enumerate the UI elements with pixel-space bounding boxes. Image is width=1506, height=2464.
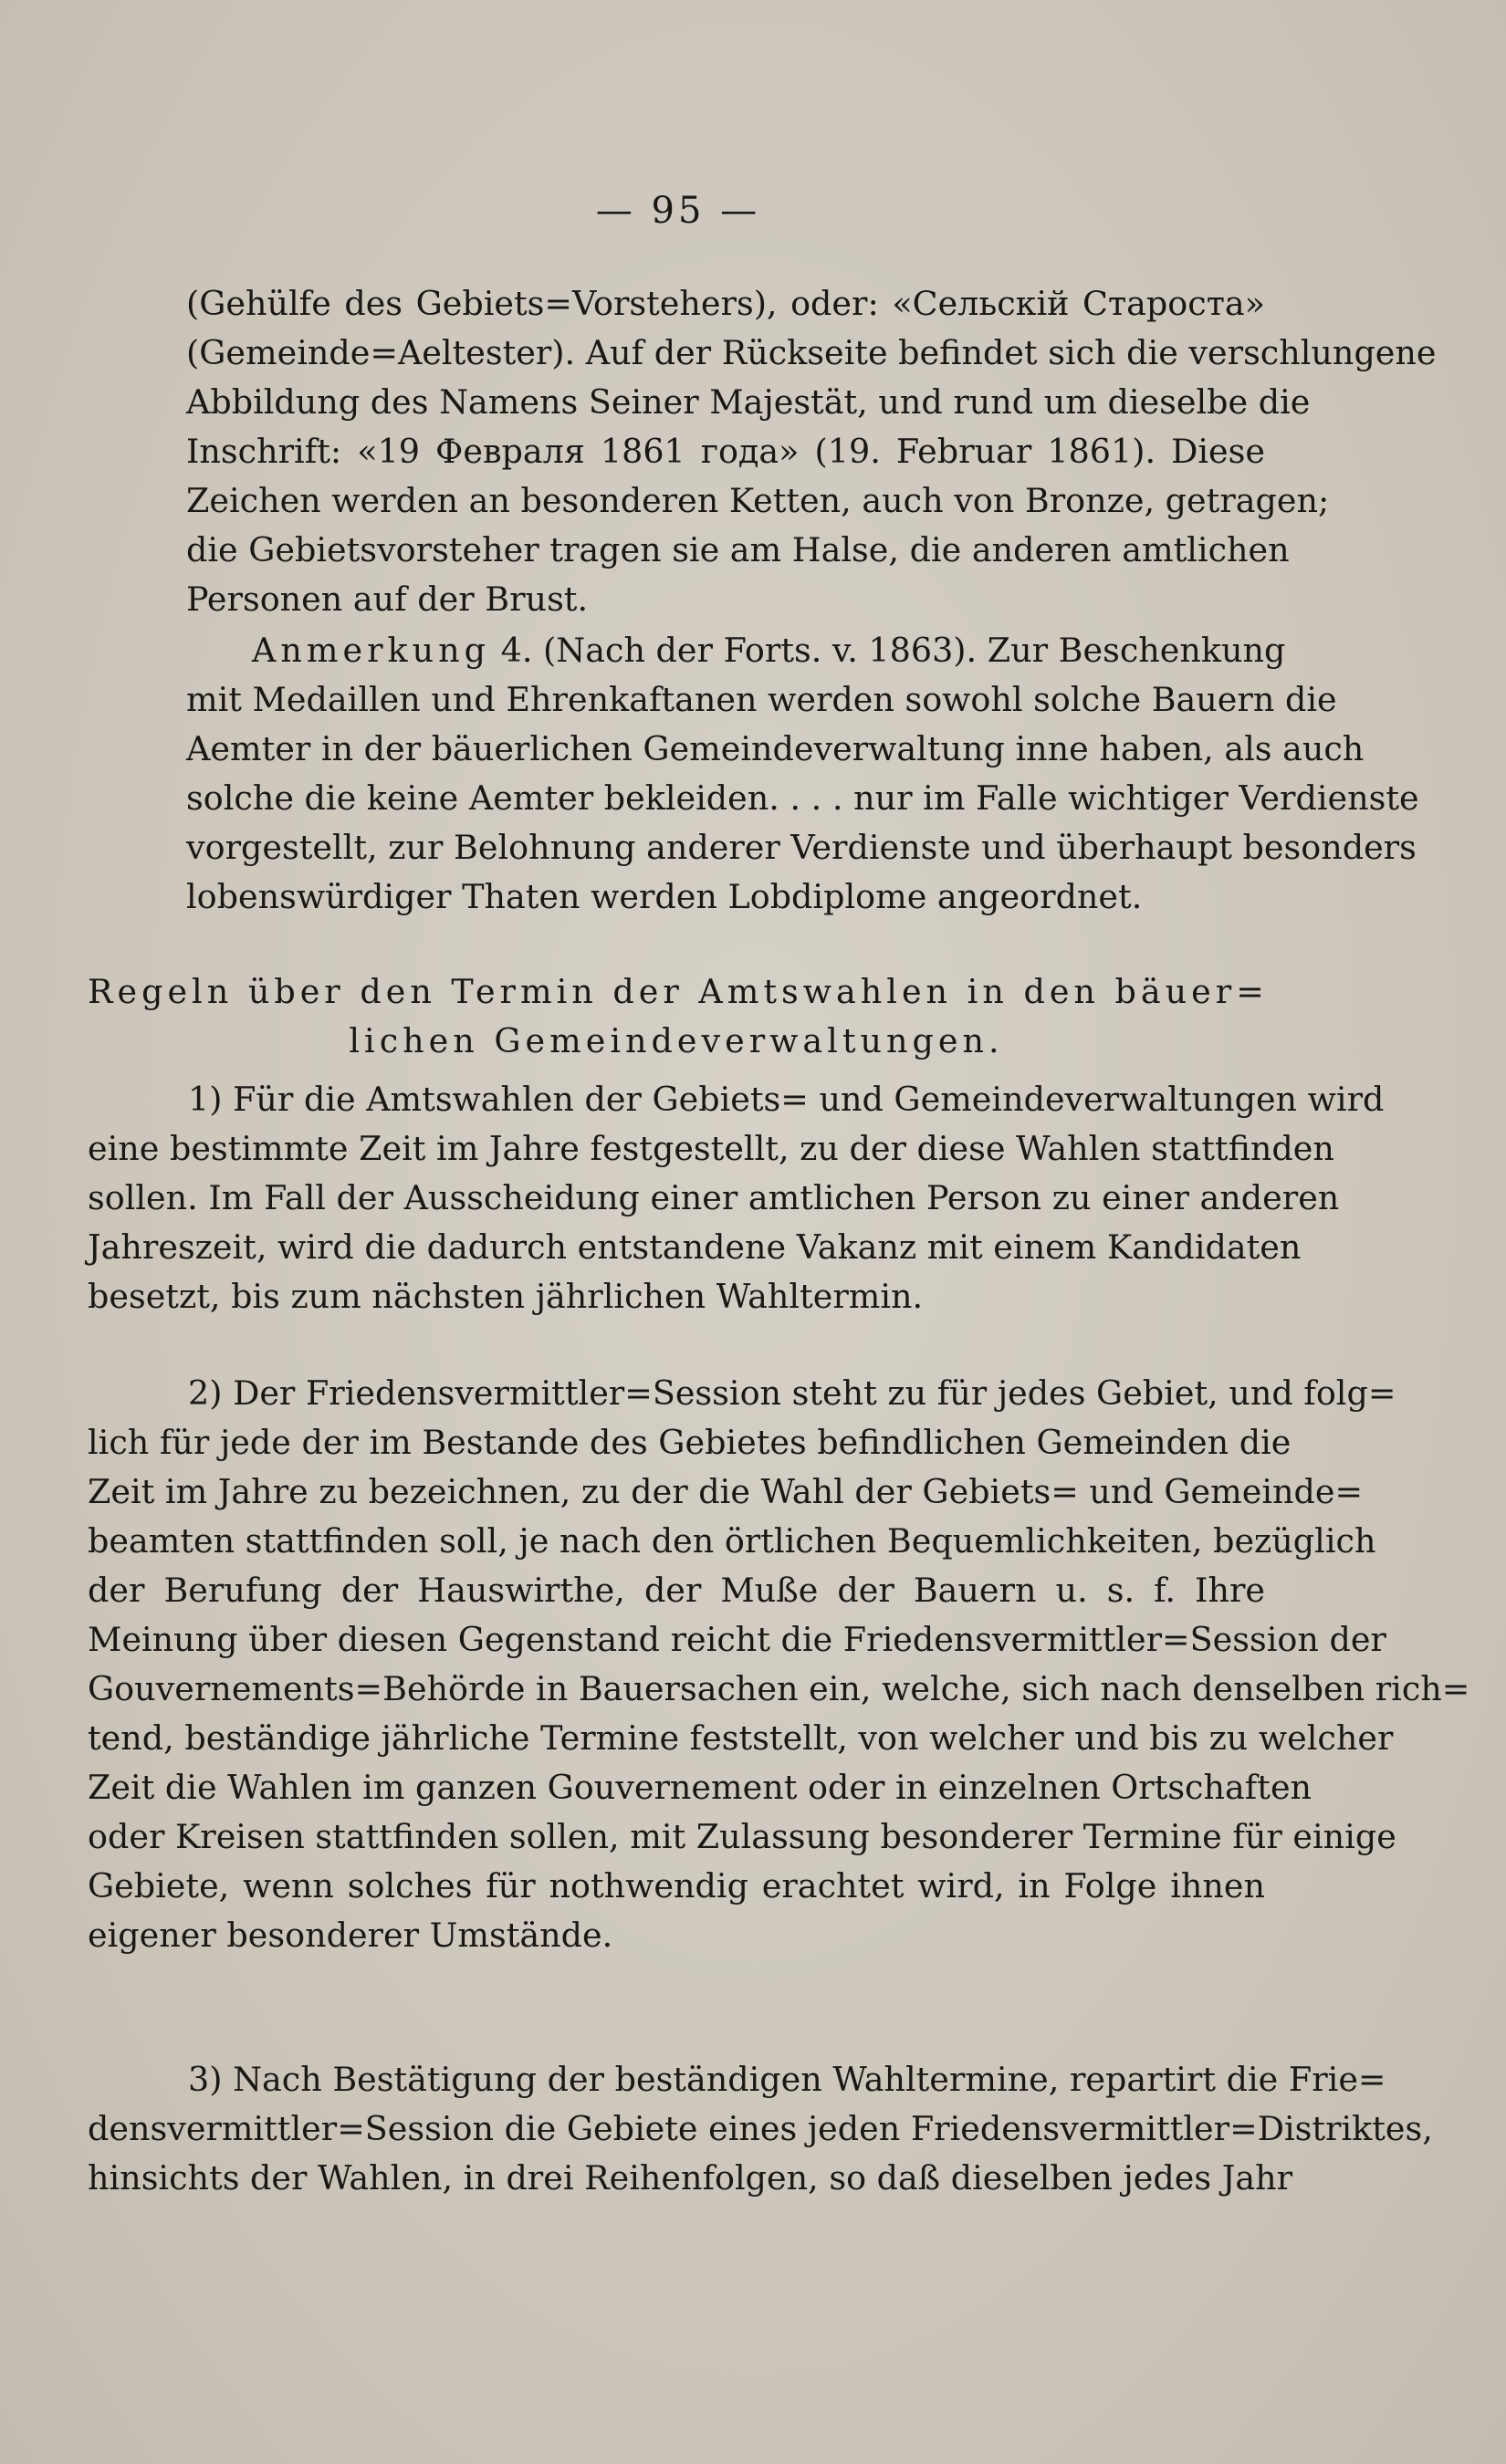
paragraph-medal-inscription (88, 279, 1437, 624)
text-line: Zeit die Wahlen im ganzen Gouvernement oder in einzelnen Ortschaften (88, 1768, 1313, 1807)
note-label: Anmerkung (252, 631, 491, 670)
text-line: densvermittler=Session die Gebiete eines jeden Friedensvermittler=Distriktes, (88, 2109, 1433, 2148)
text-line: 1) Für die Amtswahlen der Gebiets= und Gemeindeverwaltungen wird (188, 1080, 1385, 1119)
text-line: besetzt, bis zum nächsten jährlichen Wahltermin. (88, 1277, 924, 1316)
heading-line: lichen Gemeindeverwaltungen. (349, 1021, 1004, 1060)
paragraph-rule-2 (88, 1369, 1470, 1960)
text-line: Abbildung des Namens Seiner Majestät, und rund um dieselbe die (186, 382, 1311, 422)
text-line: oder Kreisen stattfinden sollen, mit Zulassung besonderer Termine für einige (88, 1817, 1396, 1856)
text-line: (Gemeinde=Aeltester). Auf der Rückseite befindet sich die verschlungene (186, 333, 1437, 372)
text-line: 3) Nach Bestätigung der beständigen Wahltermine, repartirt die Frie= (188, 2060, 1386, 2099)
paragraph-note-4 (88, 626, 1419, 922)
text-line: Gouvernements=Behörde in Bauersachen ein, welche, sich nach denselben rich= (88, 1669, 1470, 1708)
text-line: hinsichts der Wahlen, in drei Reihenfolgen, so daß dieselben jedes Jahr (88, 2158, 1293, 2198)
note-rest: 4. (Nach der Forts. v. 1863). Zur Beschenkung (490, 631, 1286, 670)
text-line: vorgestellt, zur Belohnung anderer Verdienste und überhaupt besonders (186, 828, 1417, 867)
text-line: Meinung über diesen Gegenstand reicht die Friedensvermittler=Session der (88, 1620, 1386, 1659)
text-line: (Gehülfe des Gebiets=Vorstehers), oder: «Сельскій Староста» (186, 284, 1265, 323)
paragraph-rule-3 (88, 2055, 1433, 2203)
text-line: eigener besonderer Umstände. (88, 1916, 613, 1955)
section-heading (88, 967, 1269, 1066)
text-line: tend, beständige jährliche Termine feststellt, von welcher und bis zu welcher (88, 1718, 1394, 1758)
text-line: sollen. Im Fall der Ausscheidung einer amtlichen Person zu einer anderen (88, 1178, 1340, 1217)
heading-line: Regeln über den Termin der Amtswahlen in den bäuer= (88, 972, 1269, 1011)
text-line: mit Medaillen und Ehrenkaftanen werden sowohl solche Bauern die (186, 680, 1337, 719)
text-line: Personen auf der Brust. (186, 579, 589, 619)
text-line: die Gebietsvorsteher tragen sie am Halse, die anderen amtlichen (186, 530, 1290, 569)
text-line: 2) Der Friedensvermittler=Session steht zu für jedes Gebiet, und folg= (188, 1373, 1396, 1413)
text-line: beamten stattfinden soll, je nach den örtlichen Bequemlichkeiten, bezüglich (88, 1521, 1376, 1561)
text-line: lich für jede der im Bestande des Gebietes befindlichen Gemeinden die (88, 1423, 1292, 1462)
text-line: eine bestimmte Zeit im Jahre festgestellt, zu der diese Wahlen stattfinden (88, 1129, 1334, 1168)
paragraph-rule-1 (88, 1075, 1385, 1321)
text-line: der Berufung der Hauswirthe, der Muße der Bauern u. s. f. Ihre (88, 1571, 1265, 1610)
text-line: Jahreszeit, wird die dadurch entstandene Vakanz mit einem Kandidaten (88, 1227, 1302, 1267)
text-line: Zeichen werden an besonderen Ketten, auch von Bronze, getragen; (186, 481, 1330, 520)
text-line: Aemter in der bäuerlichen Gemeindeverwaltung inne haben, als auch (186, 729, 1365, 768)
text-line: lobenswürdiger Thaten werden Lobdiplome angeordnet. (186, 877, 1143, 916)
page-number: — 95 — (595, 190, 761, 232)
text-line: Inschrift: «19 Февраля 1861 года» (19. Februar 1861). Diese (186, 432, 1265, 471)
text-line: Zeit im Jahre zu bezeichnen, zu der die Wahl der Gebiets= und Gemeinde= (88, 1472, 1364, 1511)
text-line: solche die keine Aemter bekleiden. . . . nur im Falle wichtiger Verdienste (186, 778, 1419, 818)
text-line (88, 626, 1286, 675)
text-line: Gebiete, wenn solches für nothwendig erachtet wird, in Folge ihnen (88, 1866, 1265, 1905)
